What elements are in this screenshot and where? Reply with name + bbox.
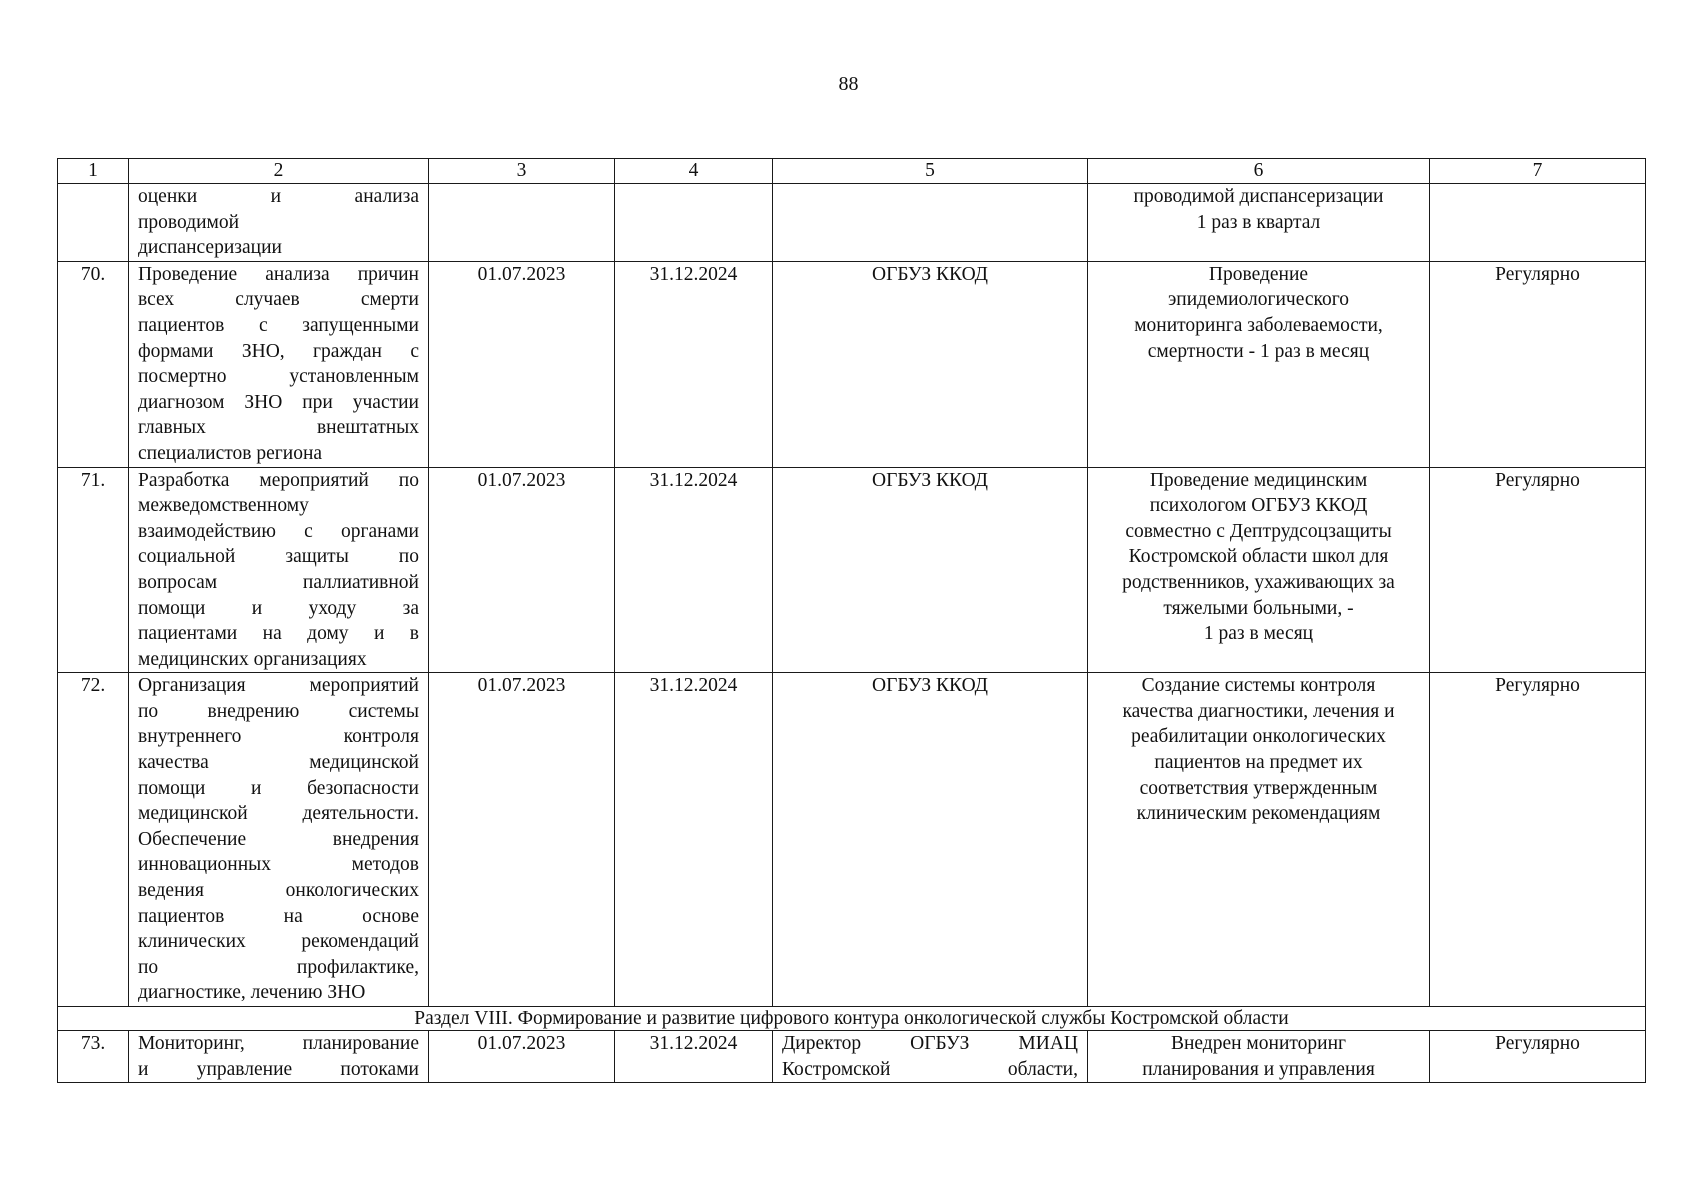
executor-line: Директор ОГБУЗ МИАЦ (782, 1033, 1078, 1054)
periodicity: Регулярно (1430, 1031, 1646, 1083)
action-plan-table (57, 158, 1646, 1083)
result-line: реабилитации онкологических (1131, 726, 1386, 748)
description-line: специалистов региона (138, 442, 323, 464)
end-date: 31.12.2024 (615, 673, 773, 1007)
description-line: инновационных методов (138, 854, 419, 876)
table-row (58, 1031, 1646, 1083)
description-line: Мониторинг, планирование (138, 1033, 419, 1054)
result-cell (1088, 1031, 1430, 1083)
description-line: диагнозом ЗНО при участии (138, 391, 419, 413)
start-date: 01.07.2023 (429, 1031, 615, 1083)
description-line: внутреннего контроля (138, 726, 419, 748)
description-line: Обеспечение внедрения (138, 828, 419, 850)
result-line: эпидемиологического (1167, 289, 1350, 311)
description-line: главных внештатных (138, 417, 419, 439)
result-line: родственников, ухаживающих за (1122, 571, 1395, 593)
result-line: Внедрен мониторинг (1170, 1033, 1347, 1054)
description-line: формами ЗНО, граждан с (138, 340, 419, 362)
description-line: всех случаев смерти (138, 289, 419, 311)
description-line: Организация мероприятий (138, 675, 419, 697)
periodicity: Регулярно (1430, 467, 1646, 673)
row-number: 70. (58, 261, 129, 467)
result-line: Создание системы контроля (1141, 675, 1376, 697)
row-number: 71. (58, 467, 129, 673)
description-line: ведения онкологических (138, 880, 419, 902)
description-line: диагностике, лечению ЗНО (138, 982, 366, 1004)
executor: ОГБУЗ ККОД (773, 467, 1088, 673)
description-line: медицинских организациях (138, 648, 367, 670)
end-date: 31.12.2024 (615, 467, 773, 673)
result-line: соответствия утвержденным (1139, 777, 1378, 799)
result-line: совместно с Дептрудсоцзащиты (1125, 520, 1392, 542)
row-number: 72. (58, 673, 129, 1007)
start-date-cell (429, 184, 615, 262)
row-number: 73. (58, 1031, 129, 1083)
result-line: 1 раз в квартал (1196, 211, 1321, 233)
result-line: смертности - 1 раз в месяц (1147, 340, 1370, 362)
description-line: диспансеризации (138, 237, 282, 259)
result-line: Проведение медицинским (1149, 469, 1368, 491)
end-date: 31.12.2024 (615, 261, 773, 467)
table-row (58, 467, 1646, 673)
description-line: Проведение анализа причин (138, 263, 419, 285)
description-line: взаимодействию с органами (138, 520, 419, 542)
periodicity-cell (1430, 184, 1646, 262)
result-line: тяжелыми больными, - (1163, 597, 1354, 619)
description-line: пациентов на основе (138, 905, 419, 927)
periodicity: Регулярно (1430, 261, 1646, 467)
result-line: планирования и управления (1142, 1058, 1375, 1080)
description-cell (129, 184, 429, 262)
section-title: Раздел VIII. Формирование и развитие цифрового контура онкологической службы Костромской области (58, 1007, 1646, 1031)
description-cell (129, 673, 429, 1007)
table-row (58, 261, 1646, 467)
column-number-6: 6 (1088, 159, 1430, 184)
description-line: помощи и безопасности (138, 777, 419, 799)
column-number-3: 3 (429, 159, 615, 184)
column-number-1: 1 (58, 159, 129, 184)
start-date: 01.07.2023 (429, 673, 615, 1007)
description-line: по внедрению системы (138, 700, 419, 722)
description-line: вопросам паллиативной (138, 571, 419, 593)
result-line: психологом ОГБУЗ ККОД (1149, 495, 1368, 517)
description-line: оценки и анализа (138, 186, 419, 207)
executor-line: Костромской области, (782, 1058, 1078, 1080)
description-cell (129, 261, 429, 467)
result-line: клиническим рекомендациям (1136, 803, 1381, 825)
executor: ОГБУЗ ККОД (773, 673, 1088, 1007)
description-line: и управление потоками (138, 1058, 419, 1080)
start-date: 01.07.2023 (429, 467, 615, 673)
column-number-7: 7 (1430, 159, 1646, 184)
description-cell (129, 1031, 429, 1083)
section-header-row (58, 1007, 1646, 1031)
result-line: 1 раз в месяц (1203, 623, 1314, 645)
periodicity: Регулярно (1430, 673, 1646, 1007)
description-line: социальной защиты по (138, 546, 419, 568)
description-line: медицинской деятельности. (138, 803, 419, 825)
column-number-4: 4 (615, 159, 773, 184)
result-line: пациентов на предмет их (1154, 752, 1363, 774)
column-number-row (58, 159, 1646, 184)
result-cell (1088, 673, 1430, 1007)
executor-cell (773, 1031, 1088, 1083)
start-date: 01.07.2023 (429, 261, 615, 467)
description-line: проводимой (138, 211, 240, 233)
result-line: проводимой диспансеризации (1133, 186, 1384, 207)
description-line: межведомственному (138, 495, 309, 517)
continuation-row (58, 184, 1646, 262)
description-line: пациентов с запущенными (138, 314, 419, 336)
row-number-cell (58, 184, 129, 262)
result-cell (1088, 184, 1430, 262)
column-number-2: 2 (129, 159, 429, 184)
description-cell (129, 467, 429, 673)
result-line: качества диагностики, лечения и (1122, 700, 1395, 722)
description-line: Разработка мероприятий по (138, 469, 419, 491)
end-date-cell (615, 184, 773, 262)
description-line: посмертно установленным (138, 366, 419, 388)
end-date: 31.12.2024 (615, 1031, 773, 1083)
column-number-5: 5 (773, 159, 1088, 184)
result-line: мониторинга заболеваемости, (1134, 314, 1383, 336)
executor-cell (773, 184, 1088, 262)
executor: ОГБУЗ ККОД (773, 261, 1088, 467)
description-line: помощи и уходу за (138, 597, 419, 619)
description-line: клинических рекомендаций (138, 931, 419, 953)
description-line: качества медицинской (138, 752, 419, 774)
result-cell (1088, 467, 1430, 673)
result-line: Костромской области школ для (1128, 546, 1389, 568)
description-line: пациентами на дому и в (138, 623, 419, 645)
table-row (58, 673, 1646, 1007)
description-line: по профилактике, (138, 956, 419, 978)
result-cell (1088, 261, 1430, 467)
result-line: Проведение (1208, 263, 1309, 285)
page-number: 88 (838, 73, 859, 95)
